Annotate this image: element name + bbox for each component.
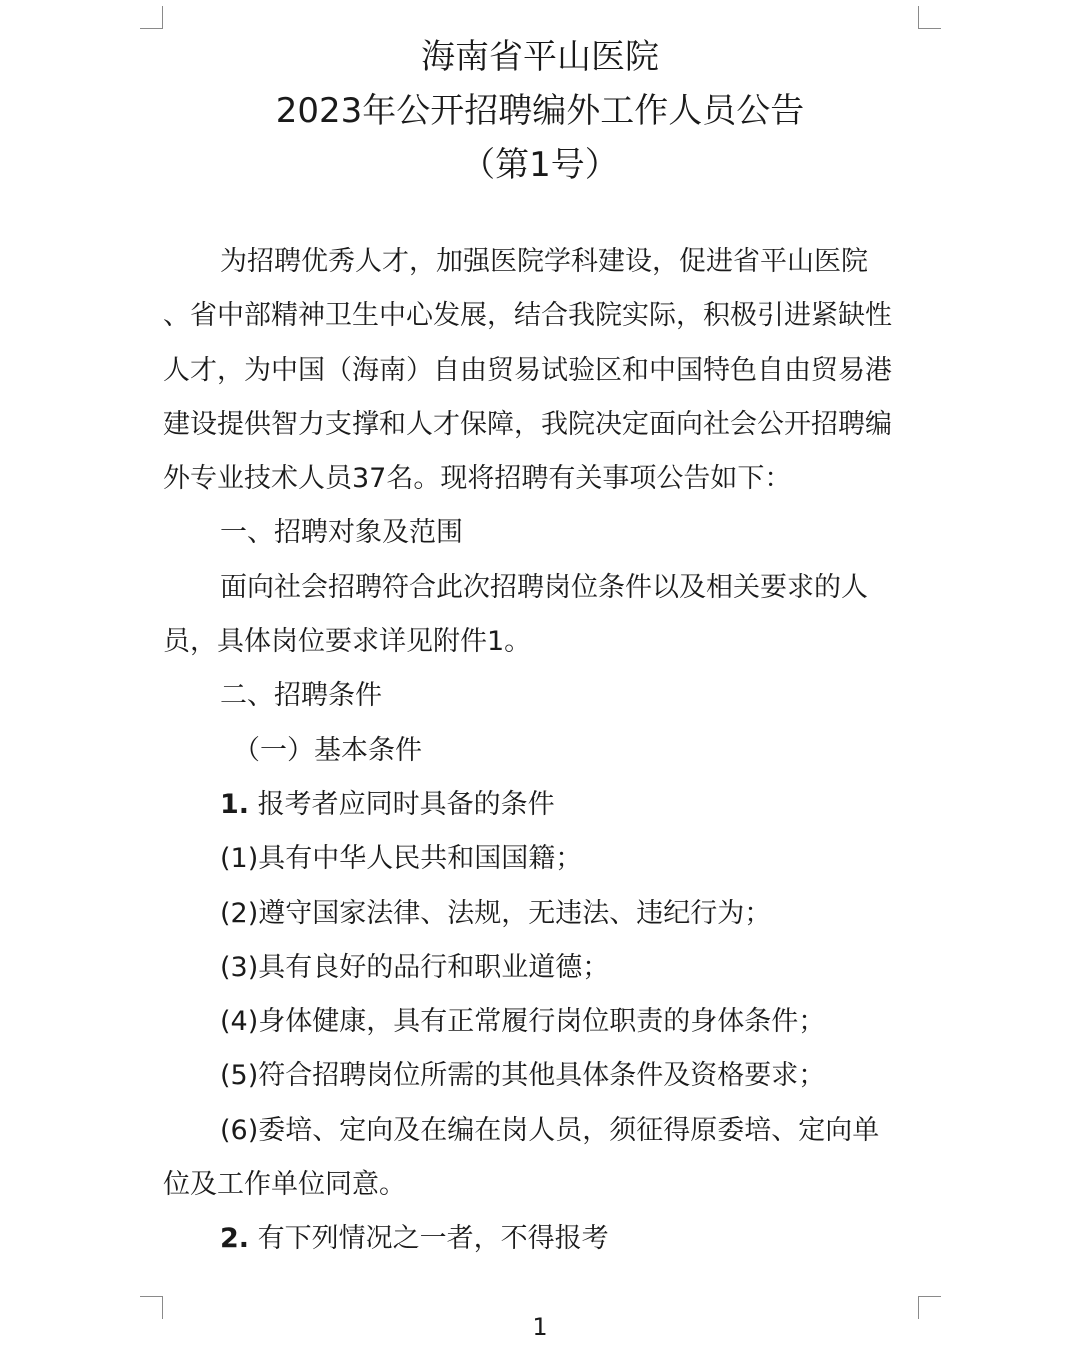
crop-mark-top-right: [918, 6, 941, 29]
body-line: 员，具体岗位要求详见附件1。: [163, 626, 532, 658]
section-heading: 一、招聘对象及范围: [220, 517, 463, 549]
item-number: 1.: [220, 788, 250, 820]
list-item: (2)遵守国家法律、法规，无违法、违纪行为；: [220, 897, 772, 929]
numbered-item: [163, 1212, 919, 1266]
body-line: 外专业技术人员37名。现将招聘有关事项公告如下：: [163, 463, 792, 495]
document-title: [160, 30, 920, 192]
body-line: 位及工作单位同意。: [163, 1169, 406, 1201]
title-line-number: （第1号）: [461, 145, 619, 185]
document-body: [163, 235, 919, 1267]
list-item: (4)身体健康，具有正常履行岗位职责的身体条件；: [220, 1006, 826, 1038]
body-line: 、省中部精神卫生中心发展，结合我院实际，积极引进紧缺性: [163, 300, 892, 332]
item-text: 报考者应同时具备的条件: [257, 788, 555, 820]
body-line: 面向社会招聘符合此次招聘岗位条件以及相关要求的人: [220, 571, 868, 603]
list-item: (1)具有中华人民共和国国籍；: [220, 843, 583, 875]
crop-mark-top-left: [140, 6, 163, 29]
item-text: 有下列情况之一者，不得报考: [257, 1223, 609, 1255]
body-line: 建设提供智力支撑和人才保障，我院决定面向社会公开招聘编: [163, 408, 892, 440]
section-heading: 二、招聘条件: [220, 680, 382, 712]
body-line: 人才，为中国（海南）自由贸易试验区和中国特色自由贸易港: [163, 354, 892, 386]
title-line-announcement: 2023年公开招聘编外工作人员公告: [275, 91, 805, 131]
page-number: 1: [532, 1313, 548, 1341]
body-line: 为招聘优秀人才，加强医院学科建设，促进省平山医院: [220, 246, 868, 277]
title-line-hospital: 海南省平山医院: [421, 37, 659, 77]
subsection-heading: （一）基本条件: [233, 734, 422, 766]
numbered-item: [163, 778, 919, 832]
item-number: 2.: [220, 1223, 250, 1255]
list-item: (6)委培、定向及在编在岗人员，须征得原委培、定向单: [220, 1114, 880, 1146]
list-item: (5)符合招聘岗位所需的其他具体条件及资格要求；: [220, 1060, 826, 1092]
list-item: (3)具有良好的品行和职业道德；: [220, 951, 610, 983]
